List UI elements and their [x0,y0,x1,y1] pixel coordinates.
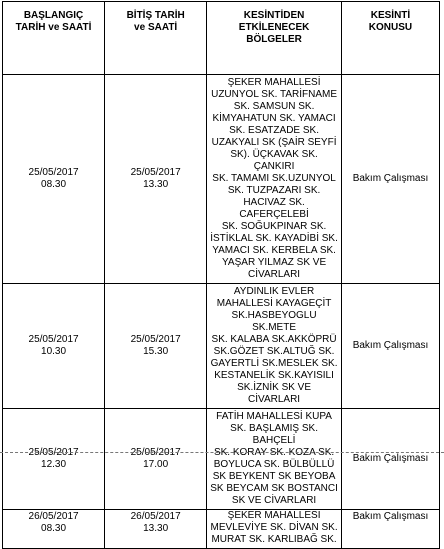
end-date: 25/05/2017 [130,167,181,178]
region-line: HACIVAZ SK. CAFERÇELEBİ [239,197,309,220]
region-line: SK BEYCAM SK BOSTANCI [210,483,338,494]
header-end-line1: BİTİŞ TARİH [126,10,185,21]
start-cell [3,75,105,284]
page-bottom-divider [0,452,444,453]
region-line: MURAT SK. KARLIBAĞ SK. [211,534,337,545]
region-line: SK.GÖZET SK.ALTUĞ SK. [213,346,335,357]
region-line: SK BEYKENT SK BEYOBA [212,471,336,482]
start-date: 25/05/2017 [28,447,79,458]
start-date: 26/05/2017 [28,511,79,522]
region-line: SK. TAMAMI SK.UZUNYOL [212,173,336,184]
end-cell [105,284,207,409]
end-cell [105,409,207,510]
region-line: SK.HASBEYOGLU SK.METE [231,310,317,333]
end-date: 26/05/2017 [130,511,181,522]
end-cell [105,510,207,549]
start-cell [3,510,105,549]
region-line: SK VE CİVARLARI [231,495,317,506]
region-line: CİVARLARI [248,269,301,280]
header-start [3,2,105,75]
subject-text: Bakım Çalışması [352,340,429,351]
table-row [3,284,440,409]
header-start-line1: BAŞLANGIÇ [23,10,84,21]
end-cell [105,75,207,284]
regions-cell [207,510,342,549]
start-cell [3,284,105,409]
header-regions [207,2,342,75]
header-start-line2: TARİH ve SAATİ [15,22,92,33]
subject-cell [341,409,439,510]
table-row [3,75,440,284]
start-cell [3,409,105,510]
subject-cell [341,75,439,284]
header-subject-line2: KONUSU [368,22,413,33]
region-line: FATİH MAHALLESİ KUPA [216,411,332,422]
end-time: 13.30 [143,179,169,190]
region-line: UZAKYALI SK (ŞAİR SEYFİ [211,137,337,148]
header-end-line2: ve SAATİ [134,22,178,33]
start-time: 08.30 [41,523,67,534]
header-subject [341,2,439,75]
region-line: AYDINLIK EVLER [233,286,315,297]
region-line: SK. KORAY SK. KOZA SK. [213,447,335,458]
region-line: SK. TUZPAZARI SK. [227,185,321,196]
region-line: YAŞAR YILMAZ SK VE [222,257,327,268]
region-line: GAYERTLİ SK.MESLEK SK. [210,358,338,369]
regions-cell [207,409,342,510]
start-date: 25/05/2017 [28,167,79,178]
region-line: ŞEKER MAHALLESİ [227,77,321,88]
region-line: SK. SOĞUKPINAR SK. [221,221,327,232]
region-line: UZUNYOL SK. TARİFNAME [211,89,338,100]
regions-cell [207,75,342,284]
subject-text: Bakım Çalışması [352,173,429,184]
subject-text: Bakım Çalışması [352,453,429,464]
end-time: 13.30 [143,523,169,534]
subject-cell [341,284,439,409]
start-time: 08.30 [41,179,67,190]
region-line: SK). ÜÇKAVAK SK. ÇANKIRI [230,149,318,172]
end-time: 15.30 [143,346,169,357]
region-line: MEVLEVİYE SK. DİVAN SK. [210,522,338,533]
end-date: 25/05/2017 [130,447,181,458]
subject-text: Bakım Çalışması [352,511,429,522]
table-row [3,510,440,549]
region-line: SK. ESATZADE SK. [229,125,319,136]
start-time: 12.30 [41,459,67,470]
header-row [3,2,440,75]
end-date: 25/05/2017 [130,334,181,345]
region-line: MAHALLESİ KAYAGEÇİT [216,298,332,309]
region-line: SK.İZNİK SK VE CİVARLARI [237,382,312,405]
start-date: 25/05/2017 [28,334,79,345]
region-line: BOYLUCA SK. BÜLBÜLLÜ [213,459,335,470]
region-line: İSTİKLAL SK. KAYADİBİ SK. [210,233,338,244]
subject-cell [341,510,439,549]
outage-table [2,1,440,549]
end-time: 17.00 [143,459,169,470]
table-row [3,409,440,510]
regions-cell [207,284,342,409]
header-end [105,2,207,75]
region-line: KESTANELİK SK.KAYISILI [214,370,334,381]
region-line: ŞEKER MAHALLESİ [227,510,321,521]
start-time: 10.30 [41,346,67,357]
region-line: SK. BAŞLAMIŞ SK. BAHÇELİ [230,423,318,446]
region-line: KİMYAHATUN SK. YAMACI [212,113,336,124]
region-line: YAMACI SK. KERBELA SK. [212,245,336,256]
region-line: SK. SAMSUN SK. [233,101,315,112]
header-regions-line2: BÖLGELER [246,34,302,45]
header-regions-line1: KESİNTİDEN ETKİLENECEK [238,10,310,33]
region-line: SK. KALABA SK.AKKÖPRÜ [211,334,337,345]
header-subject-line1: KESİNTİ [370,10,411,21]
